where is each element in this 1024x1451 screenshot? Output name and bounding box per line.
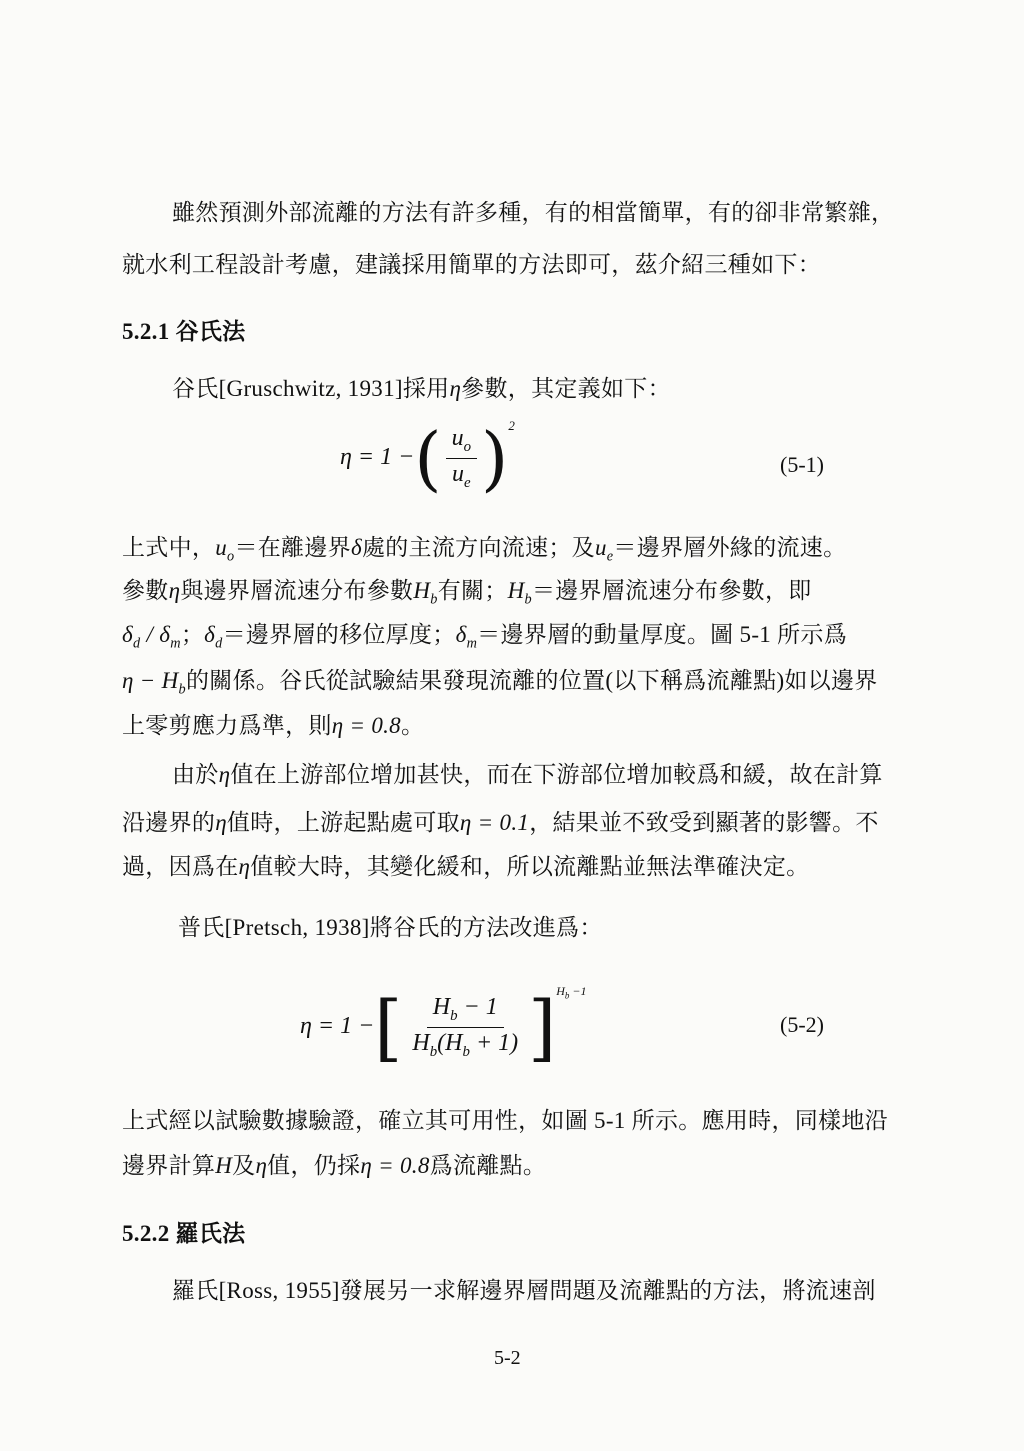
eq1-left-paren: (: [414, 417, 442, 500]
eq2-num-sub: b: [450, 1007, 458, 1024]
p1l3-b: ＝邊界層的移位厚度；: [222, 622, 456, 647]
p1l1-uo: u: [215, 535, 228, 560]
intro-line-2: 就水利工程設計考慮，建議採用簡單的方法即可，茲介紹三種如下：: [122, 252, 821, 277]
p1l2-H2-sub: b: [524, 591, 532, 608]
delta-m-symbol: [455, 622, 478, 652]
eta-hb-expression: [122, 668, 186, 698]
p1l3-c: ＝邊界層的動量厚度。圖 5-1 所示爲: [477, 622, 848, 647]
para2-line-2: [122, 808, 879, 838]
para1-line-4: [122, 666, 878, 705]
p1l3-a: ；: [180, 622, 205, 647]
eta-symbol: η: [218, 762, 231, 787]
page-number: 5-2: [494, 1347, 521, 1369]
eq2-num-rest: − 1: [457, 994, 498, 1021]
p1l1-b: ＝在離邊界: [234, 535, 351, 560]
p2l2-a: 沿邊界的: [122, 810, 216, 835]
p1l4-eta: η − H: [122, 668, 179, 693]
p1l3-d4: δ: [455, 622, 467, 647]
p1l2-H2: H: [507, 578, 525, 603]
h-symbol: H: [215, 1153, 233, 1178]
p4l2-a: 邊界計算: [122, 1153, 216, 1178]
eq1-lhs: η = 1 −: [340, 444, 415, 470]
p1l5-b: 。: [400, 713, 425, 738]
para1-line-1: [122, 533, 846, 572]
para1-line-3: [122, 620, 847, 659]
p1l3-d2: δ: [159, 622, 171, 647]
p1l4-a: 的關係。谷氏從試驗結果發現流離的位置(以下稱爲流離點)如以邊界: [185, 668, 878, 693]
eq2-right-bracket: ]: [528, 985, 557, 1070]
p4l2-d: 爲流離點。: [429, 1153, 547, 1178]
eq2-exp-rest: −1: [569, 984, 587, 998]
hb-symbol: [507, 578, 532, 608]
para1-line-5: [122, 711, 424, 741]
section2-line: 羅氏[Ross, 1955]發展另一求解邊界層問題及流離點的方法，將流速剖: [172, 1278, 876, 1303]
p1l1-c: 處的主流方向流速；及: [361, 535, 595, 560]
eq2-num-H: H: [432, 994, 451, 1021]
p1l3-d1: δ: [122, 622, 133, 647]
delta-m-symbol: [159, 622, 181, 652]
para2-line-1: [172, 760, 883, 790]
p1l1-a: 上式中，: [122, 535, 216, 560]
eta-symbol: η: [215, 810, 227, 835]
eq2-exp-sub: b: [564, 990, 570, 1001]
p1l2-a: 參數: [122, 578, 169, 603]
section-heading-5-2-1: 5.2.1 谷氏法: [122, 319, 246, 344]
p1l1-ue-sub: e: [606, 548, 614, 565]
hb-symbol: [413, 578, 438, 608]
equation-number-5-2: (5-2): [780, 1012, 824, 1037]
p1l2-b: 與邊界層流速分布參數: [180, 578, 414, 603]
eq2-den-rest: + 1): [469, 1029, 519, 1056]
eq2-den-sub2: b: [462, 1043, 470, 1060]
p2l3-a: 過，因爲在: [122, 854, 239, 879]
eq2-den-H: H: [412, 1029, 430, 1056]
u-o-symbol: [215, 535, 235, 565]
eq1-den-sub: e: [464, 474, 471, 491]
p1l3-slash: /: [140, 622, 160, 647]
eta-value: η = 0.8: [331, 713, 401, 738]
eta-symbol: η: [449, 376, 462, 401]
eq2-fraction: [406, 994, 524, 1061]
p1l5-a: 上零剪應力爲準，則: [122, 713, 332, 738]
eq2-exp-H: H: [556, 984, 565, 998]
p1l1-ue: u: [594, 535, 607, 560]
p2l1-a: 由於: [172, 762, 219, 787]
p1l4-sub: b: [178, 681, 186, 698]
eta-value: η = 0.8: [360, 1153, 430, 1178]
eta-symbol: η: [238, 854, 251, 879]
eta-symbol: η: [168, 578, 181, 603]
intro-line-1: 雖然預測外部流離的方法有許多種，有的相當簡單，有的卻非常繁雜，: [172, 200, 895, 225]
eq1-denominator: [446, 459, 477, 492]
section-heading-5-2-2: 5.2.2 羅氏法: [122, 1221, 246, 1246]
para4-line-2: [122, 1151, 546, 1181]
eq2-den-sub: b: [429, 1043, 438, 1060]
p1l1-d: ＝邊界層外緣的流速。: [613, 535, 847, 560]
eta-value: η = 0.1: [459, 810, 530, 835]
p1l2-H: H: [413, 578, 431, 603]
p2l2-c: ，結果並不致受到顯著的影響。不: [529, 810, 879, 835]
delta-symbol: δ: [350, 535, 362, 560]
eq2-left-bracket: [: [374, 985, 403, 1070]
para3-line: 普氏[Pretsch, 1938]將谷氏的方法改進爲：: [178, 915, 603, 940]
para1-line-2: [122, 576, 812, 615]
p1l3-d2-sub: m: [170, 635, 181, 652]
eq1-num-var: u: [451, 425, 464, 452]
p2l2-b: 值時，上游起點處可取: [226, 810, 460, 835]
eq1-right-paren: ): [481, 417, 509, 500]
equation-5-2: [300, 984, 587, 1070]
equation-5-1: [340, 417, 515, 500]
p1l3-d1-sub: d: [133, 635, 141, 652]
eq2-den-open: (: [437, 1029, 446, 1056]
eq1-den-var: u: [452, 460, 465, 487]
section1-intro-b: 參數，其定義如下：: [461, 376, 671, 401]
p1l3-d3-sub: d: [215, 635, 223, 652]
p4l2-b: 及: [232, 1153, 256, 1178]
u-e-symbol: [594, 535, 614, 565]
delta-d-symbol: [122, 622, 141, 652]
eq2-exponent: [556, 984, 587, 1001]
equation-number-5-1: (5-1): [780, 452, 824, 477]
para4-line-1: 上式經以試驗數據驗證，確立其可用性，如圖 5-1 所示。應用時，同樣地沿: [122, 1108, 888, 1133]
eq1-fraction: [446, 425, 477, 492]
eq1-numerator: [446, 425, 477, 459]
p1l3-d4-sub: m: [466, 635, 478, 652]
eq1-num-sub: o: [463, 438, 472, 455]
p1l1-uo-sub: o: [227, 548, 235, 565]
eta-symbol: η: [255, 1153, 268, 1178]
para2-line-3: [122, 852, 809, 882]
p1l2-c: 有關；: [437, 578, 508, 603]
delta-d-symbol: [204, 622, 223, 652]
p1l2-d: ＝邊界層流速分布參數，即: [531, 578, 812, 603]
section1-intro: [172, 374, 671, 404]
eq2-den-H2: H: [445, 1029, 463, 1056]
p1l2-H-sub: b: [430, 591, 438, 608]
eq2-numerator: [427, 994, 504, 1028]
section1-intro-a: 谷氏[Gruschwitz, 1931]採用: [172, 376, 450, 401]
p2l1-b: 值在上游部位增加甚快，而在下游部位增加較爲和緩，故在計算: [230, 762, 883, 787]
p4l2-c: 值，仍採: [267, 1153, 361, 1178]
eq2-lhs: η = 1 −: [300, 1013, 375, 1039]
eq2-denominator: [406, 1028, 524, 1061]
eq1-exponent: 2: [508, 418, 515, 433]
p1l3-d3: δ: [204, 622, 216, 647]
p2l3-b: 值較大時，其變化緩和，所以流離點並無法準確決定。: [250, 854, 810, 879]
